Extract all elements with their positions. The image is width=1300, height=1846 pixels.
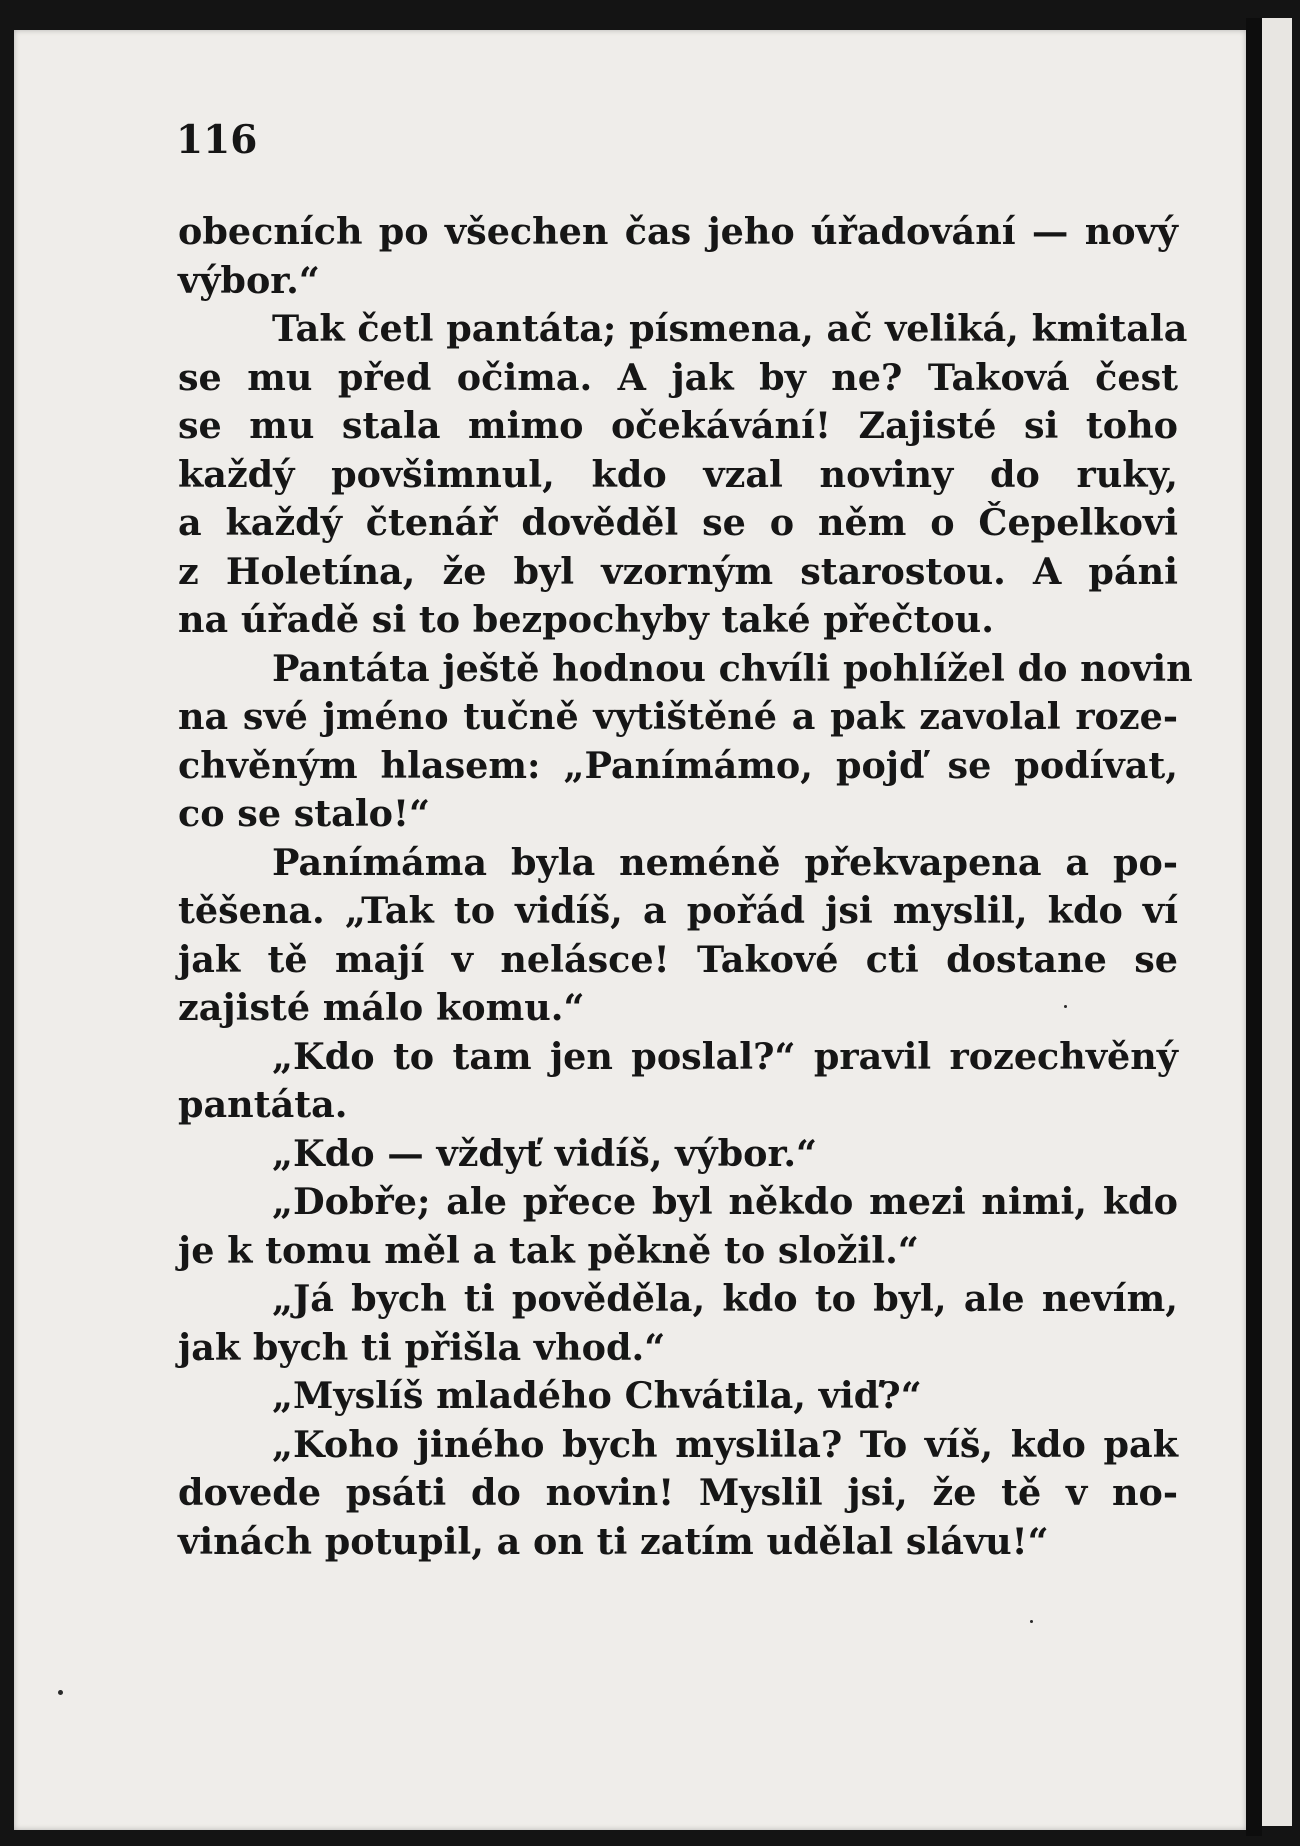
text-line: dovede psáti do novin! Myslil jsi, že tě v no- bbox=[178, 1471, 1178, 1514]
facing-page-edge bbox=[1262, 18, 1292, 1826]
text-line: chvěným hlasem: „Panímámo, pojď se podívat, bbox=[178, 743, 1178, 787]
text-line: z Holetína, že byl vzorným starostou. A páni bbox=[178, 549, 1178, 593]
text-line: výbor.“ bbox=[178, 258, 320, 302]
page-gutter bbox=[1246, 18, 1262, 1836]
print-speck bbox=[58, 1690, 63, 1695]
page-body-text bbox=[178, 208, 1193, 1566]
text-line: se mu před očima. A jak by ne? Taková čest bbox=[178, 355, 1178, 399]
text-line: „Dobře; ale přece byl někdo mezi nimi, kdo bbox=[272, 1180, 1178, 1223]
text-line: „Kdo — vždyť vidíš, výbor.“ bbox=[272, 1131, 818, 1175]
text-line: zajisté málo komu.“ bbox=[178, 986, 585, 1029]
text-line: co se stalo!“ bbox=[178, 792, 431, 835]
text-line: každý povšimnul, kdo vzal noviny do ruky, bbox=[178, 452, 1178, 496]
print-speck bbox=[1064, 1005, 1067, 1008]
text-line: vinách potupil, a on ti zatím udělal slávu!“ bbox=[178, 1519, 1049, 1563]
text-line: jak bych ti přišla vhod.“ bbox=[178, 1325, 666, 1369]
text-line: „Kdo to tam jen poslal?“ pravil rozechvěný bbox=[272, 1034, 1178, 1078]
text-line: Tak četl pantáta; písmena, ač veliká, kmitala bbox=[272, 307, 1188, 350]
text-line: se mu stala mimo očekávání! Zajisté si toho bbox=[178, 404, 1178, 447]
text-line: je k tomu měl a tak pěkně to složil.“ bbox=[178, 1228, 919, 1272]
text-line: Pantáta ještě hodnou chvíli pohlížel do novin bbox=[272, 646, 1193, 690]
text-line: Panímáma byla neméně překvapena a po- bbox=[272, 840, 1178, 884]
print-speck bbox=[1030, 1620, 1033, 1623]
text-line: těšena. „Tak to vidíš, a pořád jsi myslil, kdo ví bbox=[178, 889, 1178, 932]
text-line: „Myslíš mladého Chvátila, viď?“ bbox=[272, 1374, 922, 1417]
text-line: pantáta. bbox=[178, 1083, 348, 1126]
text-line: „Já bych ti pověděla, kdo to byl, ale nevím, bbox=[272, 1277, 1178, 1320]
text-line: na své jméno tučně vytištěné a pak zavolal roze- bbox=[178, 695, 1178, 738]
text-line: jak tě mají v nelásce! Takové cti dostane se bbox=[178, 937, 1178, 981]
text-line: na úřadě si to bezpochyby také přečtou. bbox=[178, 598, 994, 641]
text-line: obecních po všechen čas jeho úřadování — nový bbox=[178, 210, 1178, 253]
page-number: 116 bbox=[176, 117, 258, 163]
text-line: a každý čtenář dověděl se o něm o Čepelkovi bbox=[178, 501, 1178, 544]
text-line: „Koho jiného bych myslila? To víš, kdo pak bbox=[272, 1422, 1178, 1466]
